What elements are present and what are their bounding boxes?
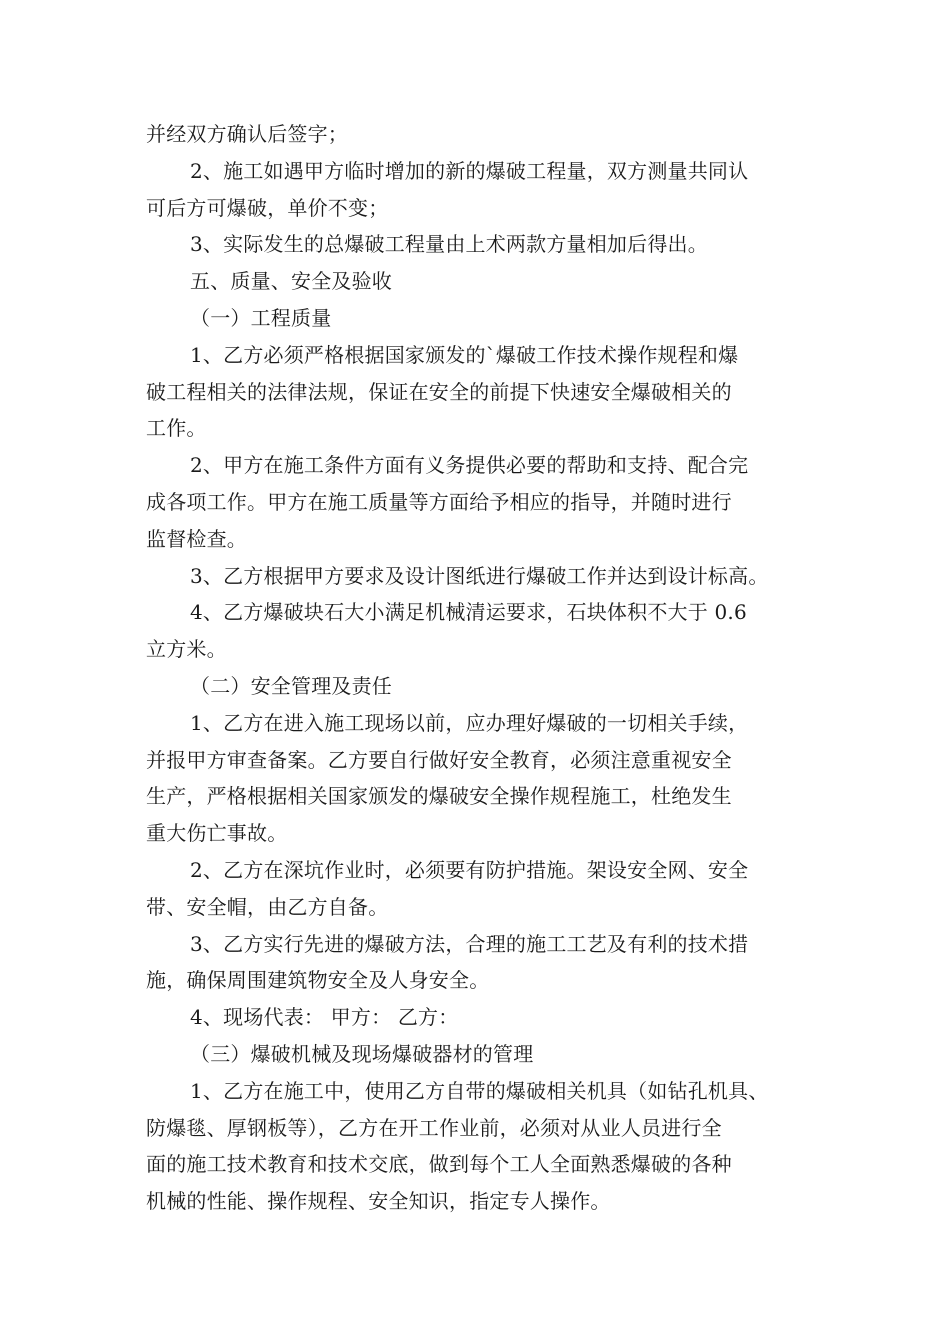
text-line: 4、乙方爆破块石大小满足机械清运要求，石块体积不大于 0.6 [190,600,747,625]
text-line: 可后方可爆破，单价不变； [146,195,389,220]
text-line: 面的施工技术教育和技术交底，做到每个工人全面熟悉爆破的各种 [146,1152,732,1177]
text-line: 2、甲方在施工条件方面有义务提供必要的帮助和支持、配合完 [190,453,749,478]
section-heading: 五、质量、安全及验收 [190,269,392,294]
text-line: 1、乙方在进入施工现场以前，应办理好爆破的一切相关手续， [190,710,749,735]
text-line: 成各项工作。甲方在施工质量等方面给予相应的指导，并随时进行 [146,489,732,514]
text-line: 3、乙方根据甲方要求及设计图纸进行爆破工作并达到设计标高。 [190,563,769,588]
text-line: 2、乙方在深坑作业时，必须要有防护措施。架设安全网、安全 [190,857,749,882]
subsection-heading: （三）爆破机械及现场爆破器材的管理 [190,1041,534,1066]
text-line: 2、施工如遇甲方临时增加的新的爆破工程量，双方测量共同认 [190,158,749,183]
text-line: 4、现场代表： 甲方： 乙方： [190,1005,459,1030]
subsection-heading: （一）工程质量 [190,305,332,330]
document-body [146,116,814,1220]
text-line: 立方米。 [146,637,227,662]
text-line: 防爆毯、厚钢板等），乙方在开工作业前，必须对从业人员进行全 [146,1115,722,1140]
text-line: 生产，严格根据相关国家颁发的爆破安全操作规程施工，杜绝发生 [146,784,732,809]
subsection-heading: （二）安全管理及责任 [190,673,392,698]
text-line: 带、安全帽，由乙方自备。 [146,894,389,919]
text-line: 机械的性能、操作规程、安全知识，指定专人操作。 [146,1189,611,1214]
text-line: 并报甲方审查备案。乙方要自行做好安全教育，必须注意重视安全 [146,747,732,772]
text-line: 工作。 [146,416,207,441]
text-line: 施，确保周围建筑物安全及人身安全。 [146,968,490,993]
text-line: 重大伤亡事故。 [146,821,288,846]
text-line: 3、乙方实行先进的爆破方法，合理的施工工艺及有利的技术措 [190,931,749,956]
text-line: 3、实际发生的总爆破工程量由上术两款方量相加后得出。 [190,232,708,257]
text-line: 并经双方确认后签字； [146,122,348,146]
text-line: 监督检查。 [146,526,247,551]
text-line: 1、乙方必须严格根据国家颁发的`爆破工作技术操作规程和爆 [190,342,739,367]
text-line: 1、乙方在施工中，使用乙方自带的爆破相关机具（如钻孔机具、 [190,1078,769,1103]
text-line: 破工程相关的法律法规，保证在安全的前提下快速安全爆破相关的 [146,379,732,404]
